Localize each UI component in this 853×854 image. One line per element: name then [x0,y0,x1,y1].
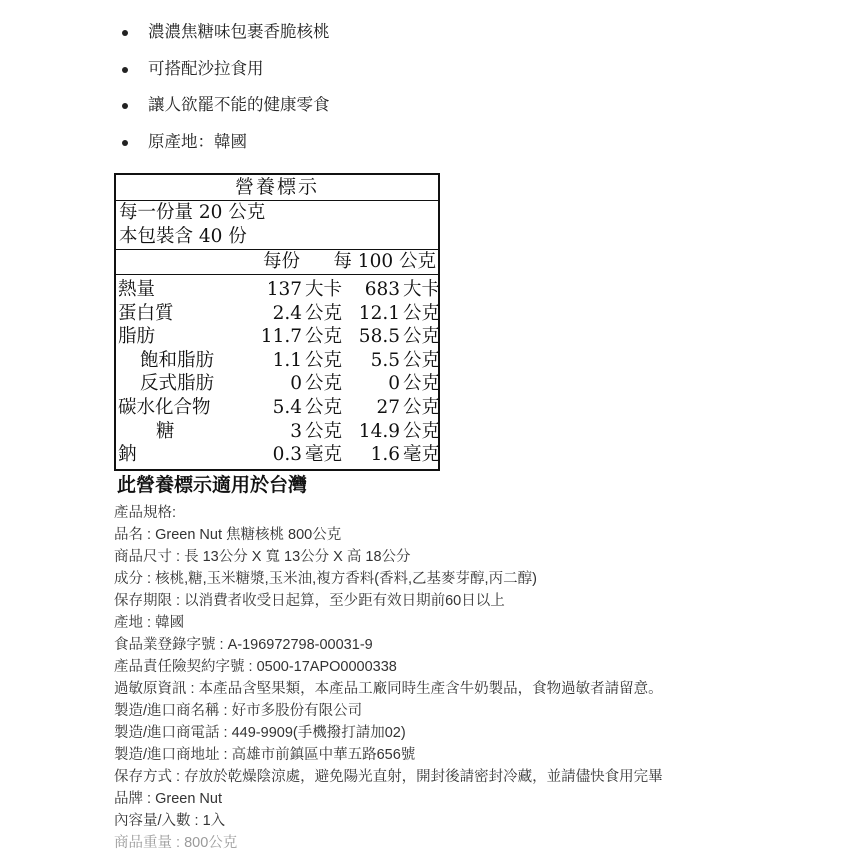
feature-item [120,14,330,51]
specs-heading: 產品規格: [114,505,177,521]
spec-line: 過敏原資訊 : 本產品含堅果類，本產品工廠同時生產含牛奶製品，食物過敏者請留意。 [114,681,663,697]
nutrition-footer: 此營養標示適用於台灣 [117,473,308,496]
per-100g-unit: 大卡 [403,279,441,300]
per-serving-unit: 毫克 [305,444,343,466]
nutrition-rows [116,275,441,469]
nutrient-name: 糖 [156,420,175,442]
nutrition-row [116,302,441,326]
per-serving-value: 11.7 [260,326,302,348]
spec-line: 成分 : 核桃,糖,玉米糖漿,玉米油,複方香料(香料,乙基麥芽醇,丙二醇) [114,571,537,587]
product-specs [114,502,663,854]
per-100g-value: 5.5 [370,349,400,371]
spec-line: 內容量/入數 : 1入 [114,813,226,829]
per-100g-value: 1.6 [370,444,400,466]
feature-text: 可搭配沙拉食用 [148,58,264,78]
spec-line: 品牌 : Green Nut [114,791,222,807]
per-100g-value: 0 [388,373,400,395]
feature-item [120,124,330,161]
per-serving-value: 2.4 [272,302,302,324]
nutrition-row [116,278,441,302]
spec-line: 食品業登錄字號 : A-196972798-00031-9 [114,637,373,653]
per-100g-value: 14.9 [358,420,400,442]
spec-line: 製造/進口商名稱 : 好市多股份有限公司 [114,703,363,719]
per-serving-unit: 公克 [305,302,343,324]
serving-size: 每一份量 20 公克 [119,202,266,223]
nutrient-name: 碳水化合物 [118,396,211,418]
feature-item [120,51,330,88]
nutrient-name: 反式脂肪 [140,373,215,395]
per-100g-unit: 公克 [403,326,441,348]
feature-text: 濃濃焦糖味包裹香脆核桃 [148,22,330,41]
nutrient-name: 鈉 [118,444,137,466]
bullet-dot-icon [122,140,128,146]
spec-line: 產品責任險契約字號 : 0500-17APO0000338 [114,659,397,675]
per-serving-unit: 公克 [305,349,343,371]
spec-line: 產地 : 韓國 [114,615,185,631]
per-100g-value: 27 [376,396,400,418]
nutrition-row [116,420,441,444]
spec-line: 保存方式 : 存放於乾燥陰涼處，避免陽光直射，開封後請密封冷藏，並請儘快食用完畢 [114,769,663,785]
nutrition-row [116,349,441,373]
per-100g-unit: 公克 [403,396,441,418]
nutrient-name: 飽和脂肪 [140,349,215,371]
per-serving-unit: 公克 [305,420,343,442]
per-100g-unit: 毫克 [403,444,441,466]
bullet-dot-icon [122,103,128,109]
per-serving-value: 5.4 [272,396,302,418]
per-serving-unit: 公克 [305,396,343,418]
feature-list [120,14,330,160]
bullet-dot-icon [122,30,128,36]
feature-text: 讓人欲罷不能的健康零食 [148,95,330,114]
nutrition-row [116,443,441,467]
per-serving-unit: 公克 [305,326,343,348]
header-per-serving: 每份 [262,251,300,272]
nutrition-header-row [116,250,438,275]
per-100g-unit: 公克 [403,302,441,324]
servings-per-pack: 本包裝含 40 份 [119,225,247,247]
per-100g-unit: 公克 [403,373,441,395]
per-100g-value: 12.1 [358,302,400,324]
per-serving-value: 0 [290,373,302,395]
nutrient-name: 蛋白質 [118,302,174,324]
spec-line: 商品重量 : 800公克 [114,835,238,851]
nutrient-name: 脂肪 [118,326,156,348]
per-serving-value: 137 [266,279,302,300]
per-serving-value: 0.3 [272,444,302,466]
spec-line: 製造/進口商電話 : 449-9909(手機撥打請加02) [114,725,406,741]
spec-line: 製造/進口商地址 : 高雄市前鎮區中華五路656號 [114,747,416,763]
per-100g-unit: 公克 [403,349,441,371]
nutrition-table [114,173,440,471]
per-serving-unit: 大卡 [305,279,343,300]
nutrition-row [116,396,441,420]
bullet-dot-icon [122,67,128,73]
nutrition-title: 營養標示 [116,175,438,201]
feature-item [120,87,330,124]
per-100g-value: 58.5 [358,326,400,348]
per-100g-value: 683 [364,279,400,300]
per-serving-value: 1.1 [272,349,302,371]
nutrition-row [116,325,441,349]
spec-line: 保存期限 : 以消費者收受日起算，至少距有效日期前60日以上 [114,593,505,609]
per-serving-value: 3 [290,420,302,442]
nutrition-label [114,173,440,499]
spec-line: 商品尺寸 : 長 13公分 X 寬 13公分 X 高 18公分 [114,549,411,565]
serving-info [116,201,438,250]
nutrient-name: 熱量 [118,279,156,300]
spec-line: 品名 : Green Nut 焦糖核桃 800公克 [114,527,342,543]
per-100g-unit: 公克 [403,420,441,442]
feature-text: 原產地：韓國 [148,131,247,151]
header-per-100g: 每 100 公克 [333,251,436,272]
nutrition-row [116,372,441,396]
per-serving-unit: 公克 [305,373,343,395]
